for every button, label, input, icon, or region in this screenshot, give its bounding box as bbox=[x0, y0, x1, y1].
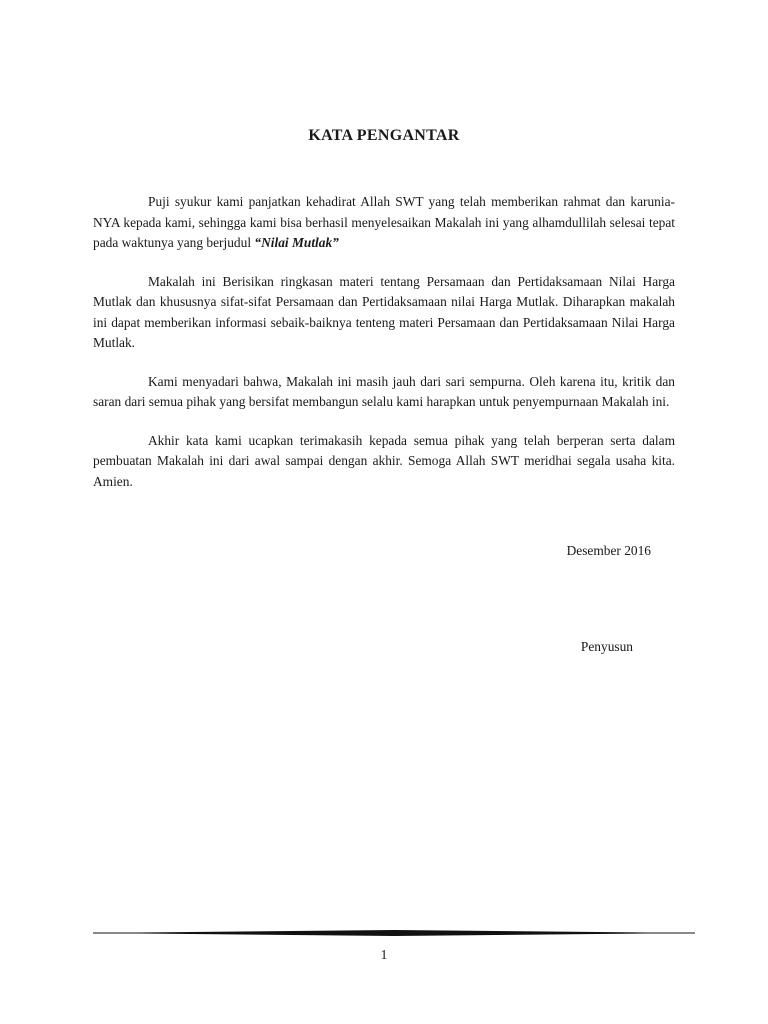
page-number: 1 bbox=[380, 947, 388, 962]
paragraph-1-text: Puji syukur kami panjatkan kehadirat Allah SWT yang telah memberikan rahmat dan karunia-NYA kepada kami, sehingga kami bisa berhasil menyelesaikan Makalah ini yang alhamdullilah selesai tepat pada waktunya yang berjudul bbox=[93, 194, 675, 250]
document-author: Penyusun bbox=[580, 639, 633, 654]
footer-divider bbox=[93, 930, 695, 936]
document-date: Desember 2016 bbox=[566, 543, 651, 558]
page-title: KATA PENGANTAR bbox=[308, 127, 460, 144]
paragraph-1 bbox=[93, 192, 675, 254]
paragraph-3: Kami menyadari bahwa, Makalah ini masih jauh dari sari sempurna. Oleh karena itu, kritik dan saran dari semua pihak yang bersifat membangun selalu kami harapkan untuk penyempurnaan Makalah ini. bbox=[93, 373, 675, 409]
paragraph-2: Makalah ini Berisikan ringkasan materi tentang Persamaan dan Pertidaksamaan Nilai Harga Mutlak dan khususnya sifat-sifat Persamaan dan Pertidaksamaan nilai Harga Mutlak. Diharapkan makalah ini dapat memberikan informasi sebaik-baiknya tenteng materi Persamaan dan Pertidaksamaan Nilai Harga Mutlak. bbox=[93, 273, 675, 350]
document-body bbox=[93, 192, 675, 510]
paragraph-4: Akhir kata kami ucapkan terimakasih kepada semua pihak yang telah berperan serta dalam pembuatan Makalah ini dari awal sampai dengan akhir. Semoga Allah SWT meridhai segala usaha kita. Amien. bbox=[93, 432, 675, 489]
paper-title-emphasis: “Nilai Mutlak” bbox=[254, 235, 339, 250]
